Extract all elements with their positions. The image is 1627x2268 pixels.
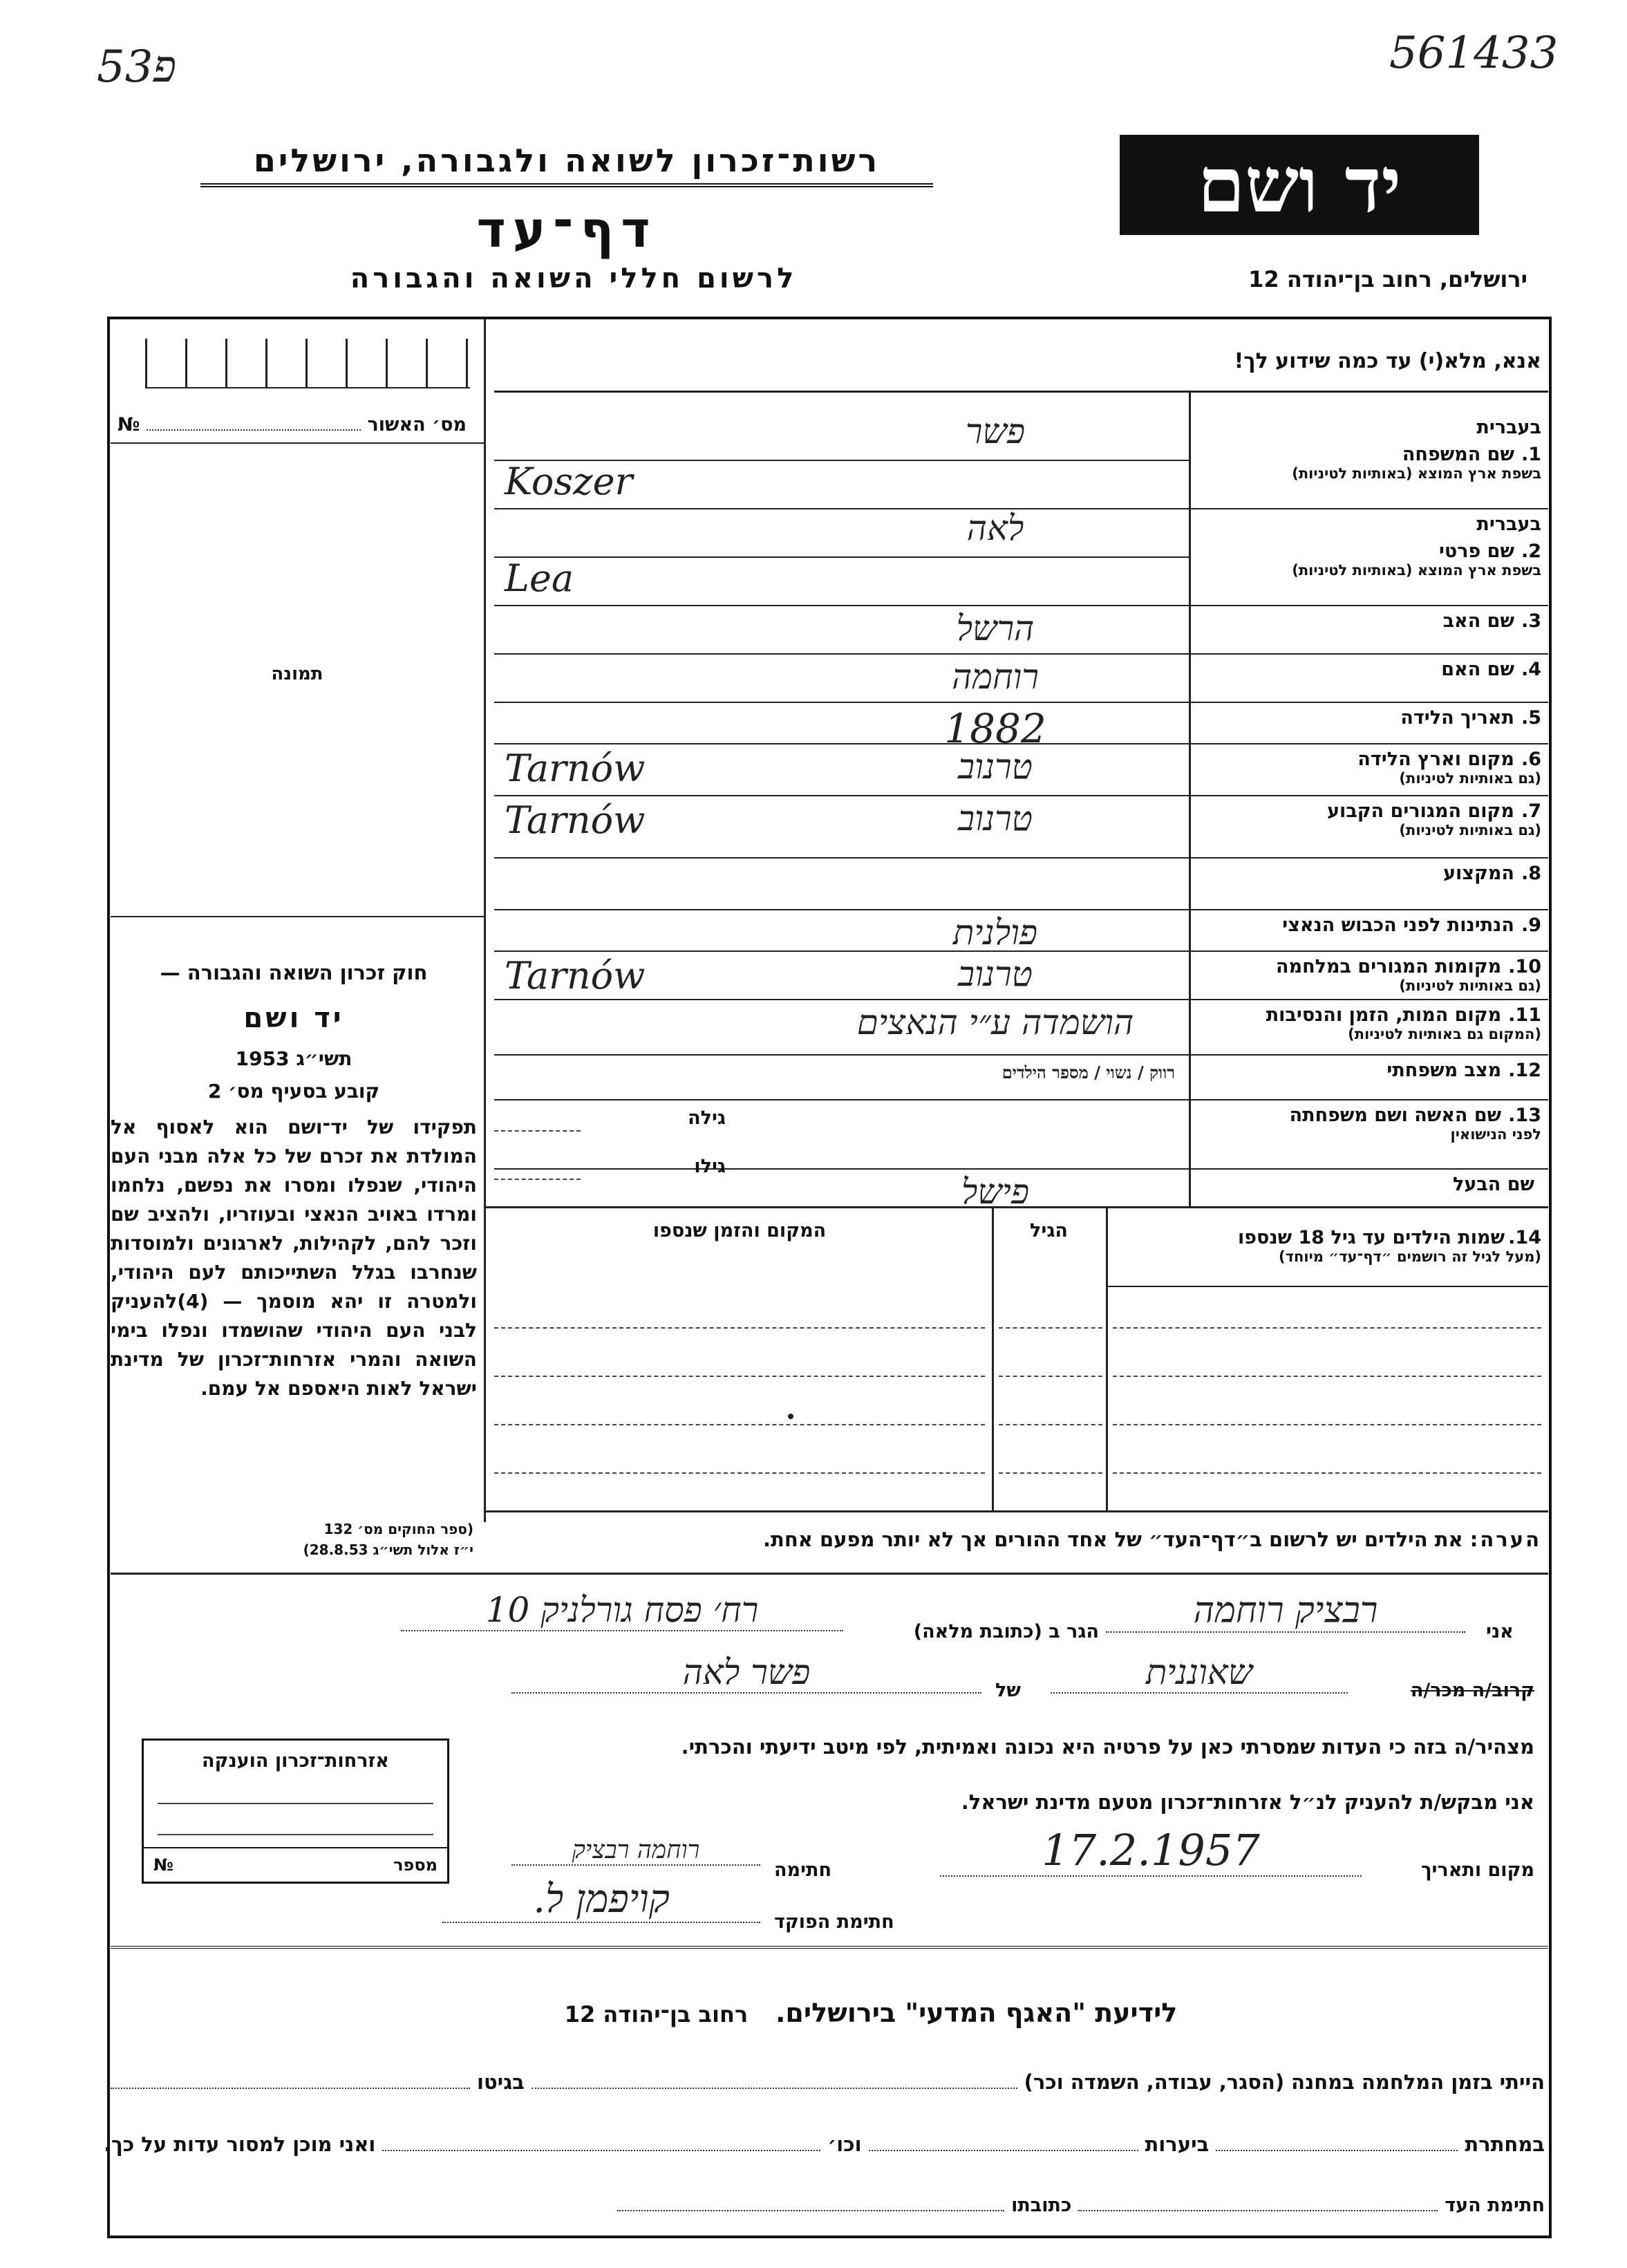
law-clause: קובע בסעיף מס׳ 2 [207, 1080, 380, 1103]
registry-label: מס׳ האשור [367, 414, 467, 435]
footer-etc-input[interactable] [382, 2150, 820, 2151]
field-label-cell [1192, 749, 1541, 787]
children-col-place: המקום והזמן שנספו [652, 1220, 827, 1241]
field-label-cell [1192, 956, 1541, 994]
field-value-latin[interactable]: Tarnów [505, 954, 646, 997]
field-label-cell [1192, 1004, 1541, 1042]
field-note: (גם באותיות לטיניות) [1399, 977, 1541, 994]
footer-witness-address-input[interactable] [617, 2210, 1004, 2211]
decl-statement: מצהיר/ה בזה כי העדות שמסרתי כאן על פרטיה היא נכונה ואמיתית, לפי מיטב ידיעתי והכרתי. [681, 1735, 1534, 1759]
children-label: שמות הילדים עד גיל 18 שנספו [1238, 1227, 1505, 1248]
field-value-hebrew[interactable]: פולנית [952, 912, 1038, 953]
footer-ghetto-label: בגיטו [477, 2070, 525, 2094]
field-number: 11. [1508, 1004, 1541, 1026]
footer-line-3 [104, 2195, 1545, 2216]
field-label-cell [1192, 417, 1541, 482]
husband-age-label: גילו [694, 1156, 726, 1177]
footer-forests-label: ביערות [1145, 2133, 1210, 2156]
field-value-hebrew[interactable]: טרנוב [958, 798, 1033, 838]
witness-address[interactable]: רח׳ פסח גורלניק 10 [401, 1590, 843, 1631]
field-number: 10. [1508, 956, 1541, 977]
field-label: מקום וארץ הלידה [1357, 749, 1514, 770]
note-label: הערה: [1469, 1528, 1541, 1551]
ink-dot [788, 1414, 793, 1419]
field-label: שם האב [1442, 610, 1514, 632]
footer-line-1 [104, 2070, 1545, 2094]
signature-value[interactable]: רוחמה רבציק [511, 1835, 760, 1866]
registry-input[interactable] [147, 411, 360, 431]
decl-request: אני מבקש/ת להעניק לנ״ל אזרחות־זכרון מטעם מדינת ישראל. [961, 1790, 1534, 1814]
law-year: תשי״ג 1953 [235, 1047, 352, 1070]
field-value-hebrew[interactable]: טרנוב [958, 747, 1033, 787]
marital-status-options[interactable]: רווק / נשוי / מספר הילדים [1001, 1062, 1175, 1083]
authority-title: רשות־זכרון לשואה ולגבורה, ירושלים [200, 142, 933, 187]
field-label-cell [1192, 1105, 1541, 1143]
field-label: מקום המגורים הקבוע [1327, 800, 1514, 822]
field-value-hebrew[interactable]: פישל [961, 1172, 1030, 1212]
field-note: (גם באותיות לטיניות) [1399, 822, 1541, 838]
in-hebrew-label: בעברית [1476, 417, 1541, 438]
signature-label: חתימה [774, 1859, 832, 1881]
field-number: 5. [1521, 707, 1541, 729]
field-note: בשפת ארץ המוצא (באותיות לטיניות) [1292, 562, 1541, 579]
citizenship-no-sign: № [153, 1855, 173, 1875]
field-number: 13. [1508, 1105, 1541, 1126]
field-value-hebrew[interactable]: הושמדה ע״י הנאצים [856, 1002, 1134, 1042]
field-note: בשפת ארץ המוצא (באותיות לטיניות) [1292, 465, 1541, 482]
field-number: 1. [1521, 444, 1541, 465]
field-note: לפני הנישואין [1450, 1126, 1541, 1143]
note-row [498, 1528, 1541, 1551]
decl-of-label: של [995, 1680, 1021, 1701]
footer-ready-text: ואני מוכן למסור עדות על כך. [104, 2133, 376, 2156]
decl-residing-label: הגר ב (כתובת מלאה) [913, 1621, 1099, 1642]
place-date-label: מקום ותאריך [1420, 1859, 1534, 1881]
field-value-hebrew[interactable]: פשר [965, 411, 1026, 451]
relation-value[interactable]: שאוננית [1051, 1652, 1348, 1694]
field-label-cell [1192, 610, 1541, 632]
footer-title-row [484, 1998, 1258, 2028]
decl-i-label: אני [1486, 1621, 1514, 1642]
corner-note-right: 561433 [1389, 28, 1559, 79]
footer-line-2 [104, 2133, 1545, 2156]
field-label-cell [1192, 915, 1541, 936]
corner-note-left: 53פ [97, 41, 176, 93]
footer-address: רחוב בן־יהודה 12 [564, 2001, 749, 2027]
field-label: שם פרטי [1438, 541, 1514, 562]
citizenship-box [142, 1739, 449, 1884]
field-value-hebrew[interactable]: טרנוב [958, 954, 1033, 994]
address-header: ירושלים, רחוב בן־יהודה 12 [1248, 266, 1527, 292]
field-note: (המקום גם באותיות לטיניות) [1348, 1026, 1541, 1042]
footer-witness-sig-label: חתימת העד [1445, 2195, 1545, 2216]
footer-witness-address-label: כתובתו [1011, 2195, 1072, 2216]
citizenship-number-label: מספר [393, 1855, 438, 1875]
footer-ghetto-input[interactable] [111, 2088, 470, 2089]
field-label-cell [1192, 800, 1541, 838]
field-label-cell [1192, 707, 1541, 729]
page-title: דף־עד [476, 200, 657, 259]
field-label: הנתינות לפני הכבוש הנאצי [1282, 915, 1514, 936]
footer-witness-sig-input[interactable] [1078, 2210, 1438, 2211]
field-label: המקצוע [1443, 863, 1514, 884]
field-label: שם האשה ושם משפחתה [1289, 1105, 1502, 1126]
field-label-cell [1192, 1060, 1541, 1081]
footer-etc-label: וכו׳ [827, 2133, 862, 2156]
field-value-hebrew[interactable]: רוחמה [952, 657, 1039, 697]
in-hebrew-label: בעברית [1476, 514, 1541, 535]
children-num: 14. [1508, 1227, 1541, 1248]
registry-ticks [145, 339, 470, 388]
wife-age-label: גילה [688, 1107, 726, 1129]
footer-underground-input[interactable] [1216, 2150, 1458, 2151]
field-label-cell [1192, 863, 1541, 884]
witness-name[interactable]: רבציק רוחמה [1106, 1590, 1465, 1633]
field-number: 4. [1521, 659, 1541, 680]
law-source-2: י״ז אלול תשי״ג 28.8.53) [303, 1541, 473, 1558]
field-value-latin[interactable]: Tarnów [505, 747, 646, 790]
officer-label: חתימת הפוקד [774, 1911, 894, 1933]
children-heading [1116, 1227, 1541, 1265]
field-label-cell [1192, 514, 1541, 579]
photo-label: תמונה [271, 664, 323, 684]
field-label: שם הבעל [1452, 1174, 1534, 1195]
footer-camp-input[interactable] [532, 2088, 1017, 2089]
field-number: 3. [1521, 610, 1541, 632]
field-number: 7. [1521, 800, 1541, 822]
logo-text: יד ושם [1197, 140, 1402, 229]
field-note: (גם באותיות לטיניות) [1399, 770, 1541, 787]
field-label: מקומות המגורים במלחמה [1276, 956, 1502, 977]
law-heading: חוק זכרון השואה והגבורה — [160, 961, 428, 984]
law-body: תפקידו של יד־ושם הוא לאסוף אל המולדת את זכרם של כל אלה מבני העם היהודי, שנפלו ומסרו את נפשם, נלחמו ומרדו באויב הנאצי ובעוזריו, ולהציב שם וזכר להם, לקהילות, לארגונים ולמוסדות שנחרבו בגלל השתייכותם לעם היהודי, ולמטרה זו יהא מוסמך — (4)להעניק לבני העם היהודי שהושמדו ונפלו בימי השואה והמרי אזרחות־זכרון של מדינת ישראל לאות היאספם אל עמם. [111, 1116, 477, 1400]
field-number: 6. [1521, 749, 1541, 770]
footer-title: לידיעת "האגף המדעי" בירושלים. [775, 1998, 1178, 2028]
field-value-hebrew[interactable]: 1882 [944, 705, 1046, 752]
law-source-1: (ספר החוקים מס׳ 132 [323, 1521, 473, 1537]
registry-no-sign: № [117, 414, 140, 435]
law-logo: יד ושם [243, 1002, 344, 1034]
decl-relation-label: קרוב/ה מכר/ה [1410, 1680, 1534, 1701]
footer-camp-label: הייתי בזמן המלחמה במחנה (הסגר, עבודה, השמדה וכר) [1024, 2070, 1545, 2094]
field-number: 9. [1521, 915, 1541, 936]
field-value-hebrew[interactable]: לאה [966, 508, 1024, 548]
citizenship-title: אזרחות־זכרון הוענקה [202, 1750, 389, 1772]
of-name-value[interactable]: פשר לאה [511, 1652, 981, 1694]
field-value-latin[interactable]: Tarnów [505, 798, 646, 842]
field-label: שם האם [1441, 659, 1514, 680]
officer-signature[interactable]: קויפמן ל. [442, 1877, 760, 1923]
field-label-cell [1192, 659, 1541, 680]
instruction-text: אנא, מלא(י) עד כמה שידוע לך! [1234, 349, 1541, 373]
page-subtitle: לרשום חללי השואה והגבורה [350, 263, 798, 294]
field-value-hebrew[interactable]: הרשל [956, 608, 1035, 648]
field-value-latin[interactable]: Koszer [505, 460, 633, 503]
note-text: את הילדים יש לרשום ב״דף־העד״ של אחד ההורים אך לא יותר מפעם אחת. [763, 1528, 1463, 1551]
field-label: תאריך הלידה [1400, 707, 1514, 729]
place-date-value[interactable]: 17.2.1957 [940, 1825, 1362, 1877]
field-label-cell [1192, 1174, 1541, 1195]
field-number: 2. [1521, 541, 1541, 562]
field-number: 8. [1521, 863, 1541, 884]
field-value-latin[interactable]: Lea [505, 556, 574, 600]
yad-vashem-logo [1120, 135, 1479, 235]
footer-underground-label: במחתרת [1465, 2133, 1545, 2156]
footer-forests-input[interactable] [869, 2150, 1138, 2151]
children-col-age: הגיל [1030, 1220, 1068, 1241]
field-label: מקום המות, הזמן והנסיבות [1266, 1004, 1502, 1026]
children-note: (מעל לגיל זה רושמים ״דף־עד״ מיוחד) [1279, 1248, 1541, 1265]
field-label: שם המשפחה [1402, 444, 1514, 465]
field-number: 12. [1508, 1060, 1541, 1081]
field-label: מצב משפחתי [1386, 1060, 1502, 1081]
